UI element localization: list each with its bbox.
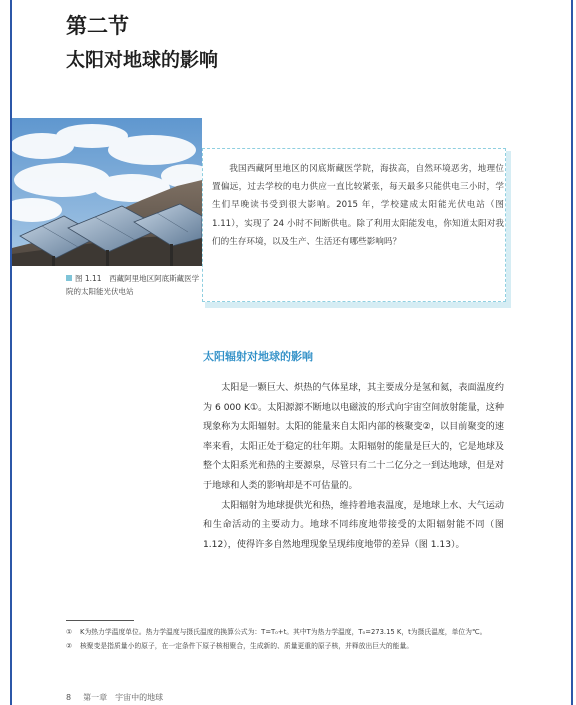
- footnotes: [66, 626, 506, 654]
- page-edge-right: [571, 0, 573, 705]
- footnote-rule: [66, 620, 134, 621]
- page-edge-left: [10, 0, 12, 705]
- figure-caption: [66, 272, 206, 298]
- footnote-1-mark: ①: [66, 628, 73, 636]
- body-text: [203, 379, 504, 555]
- section-number: 第二节: [66, 14, 129, 38]
- body-paragraph-2: 太阳辐射为地球提供光和热，维持着地表温度，是地球上水、大气运动和生命活动的主要动力。地球不同纬度地带接受的太阳辐射能不同（图 1.12），使得许多自然地理现象呈现纬度地带的差异（图 1.13）。: [203, 500, 504, 550]
- section-title: 太阳对地球的影响: [66, 49, 219, 71]
- chapter-name: 第一章 宇宙中的地球: [83, 693, 164, 702]
- footnote-1-text: K为热力学温度单位。热力学温度与摄氏温度的换算公式为：T=T₀+t。其中T为热力学温度，T₀=273.15 K，t为摄氏温度，单位为℃。: [80, 628, 487, 636]
- subheading: 太阳辐射对地球的影响: [203, 350, 313, 363]
- page-number: 8: [66, 693, 72, 702]
- page-footer: [66, 692, 163, 703]
- solar-station-photo: [12, 118, 202, 266]
- intro-text: 我国西藏阿里地区的冈底斯藏医学院，海拔高，自然环境恶劣，地理位置偏远，过去学校的电力供应一直比较紧张，每天最多只能供电三小时，学生们早晚读书受到很大影响。2015 年，学校建成太阳能光伏电站（图 1.11），实现了 24 小时不间断供电。除了利用太阳能发电，你知道太阳对我们的生存环境，以及生产、生活还有哪些影响吗？: [212, 164, 504, 247]
- caption-marker-icon: [66, 275, 72, 281]
- footnote-2-text: 核聚变是指质量小的原子，在一定条件下原子核相聚合，生成新的、质量更重的原子核，并释放出巨大的能量。: [80, 642, 414, 650]
- footnote-2: [66, 640, 506, 653]
- figure-caption-text: 图 1.11 西藏阿里地区阿底斯藏医学院的太阳能光伏电站: [66, 274, 200, 296]
- footnote-1: [66, 626, 506, 639]
- body-paragraph-1: 太阳是一颗巨大、炽热的气体星球，其主要成分是氢和氦，表面温度约为 6 000 K①。太阳源源不断地以电磁波的形式向宇宙空间放射能量，这种现象称为太阳辐射。太阳的能量来自太阳内部的核聚变②，以目前聚变的速率来看，太阳正处于稳定的壮年期。太阳辐射的能量是巨大的，它是地球及整个太阳系光和热的主要源泉，尽管只有二十二亿分之一到达地球，但是对于地球和人类的影响却是不可估量的。: [203, 383, 504, 491]
- footnote-2-mark: ②: [66, 642, 73, 650]
